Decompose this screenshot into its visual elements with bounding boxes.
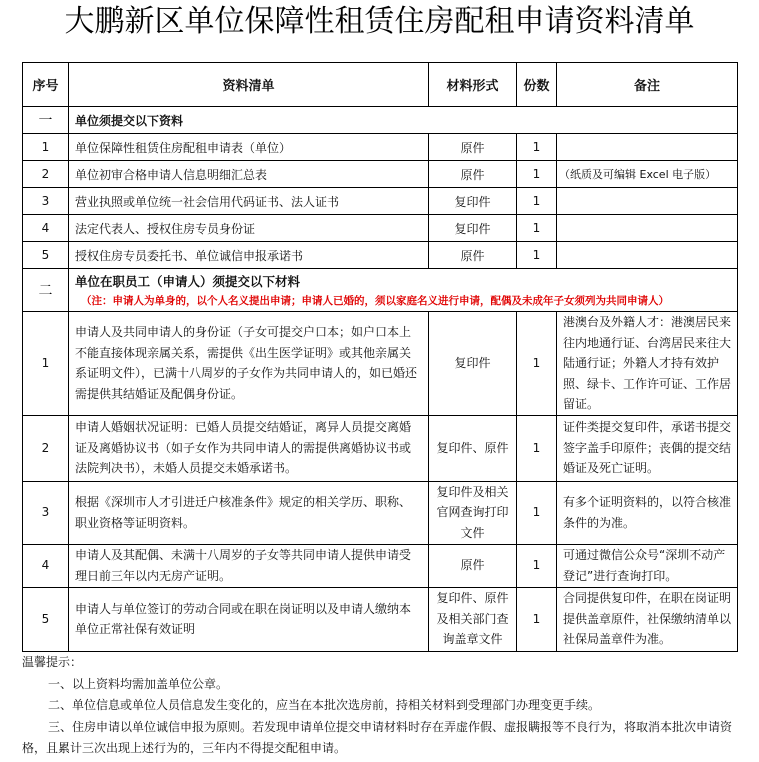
table-row bbox=[23, 312, 738, 416]
row-number: 5 bbox=[23, 587, 69, 651]
row-form: 复印件 bbox=[429, 188, 517, 215]
row-note bbox=[557, 215, 738, 242]
row-item: 申请人婚姻状况证明：已婚人员提交结婚证，离异人员提交离婚证及离婚协议书（如子女作为共同申请人的需提供离婚协议书或法院判决书），未婚人员提交未婚承诺书。 bbox=[69, 415, 429, 481]
row-count: 1 bbox=[517, 215, 557, 242]
row-note: 有多个证明资料的，以符合核准条件的为准。 bbox=[557, 481, 738, 544]
row-note: （纸质及可编辑 Excel 电子版） bbox=[557, 161, 738, 188]
row-item: 申请人及共同申请人的身份证（子女可提交户口本；如户口本上不能直接体现亲属关系，需提供《出生医学证明》或其他亲属关系证明文件），已满十八周岁的子女作为共同申请人的，如已婚还需提供其结婚证及配偶身份证。 bbox=[69, 312, 429, 416]
row-count: 1 bbox=[517, 188, 557, 215]
header-item: 资料清单 bbox=[69, 63, 429, 107]
section-2-remark: （注：申请人为单身的，以个人名义提出申请；申请人已婚的，须以家庭名义进行申请，配偶及未成年子女须列为共同申请人） bbox=[81, 295, 669, 307]
row-item: 授权住房专员委托书、单位诚信申报承诺书 bbox=[69, 242, 429, 269]
table-row bbox=[23, 188, 738, 215]
row-number: 2 bbox=[23, 415, 69, 481]
table-row bbox=[23, 415, 738, 481]
table-header-row bbox=[23, 63, 738, 107]
table-row bbox=[23, 587, 738, 651]
row-count: 1 bbox=[517, 161, 557, 188]
row-number: 3 bbox=[23, 188, 69, 215]
table-row bbox=[23, 161, 738, 188]
table-row bbox=[23, 242, 738, 269]
header-note: 备注 bbox=[557, 63, 738, 107]
row-note: 证件类提交复印件，承诺书提交签字盖手印原件；丧偶的提交结婚证及死亡证明。 bbox=[557, 415, 738, 481]
row-note bbox=[557, 188, 738, 215]
row-form: 复印件 bbox=[429, 312, 517, 416]
row-count: 1 bbox=[517, 481, 557, 544]
row-form: 原件 bbox=[429, 161, 517, 188]
section-2-row bbox=[23, 269, 738, 312]
section-2-label: 单位在职员工（申请人）须提交以下材料 bbox=[75, 274, 301, 289]
row-number: 3 bbox=[23, 481, 69, 544]
row-note bbox=[557, 134, 738, 161]
table-row bbox=[23, 544, 738, 587]
section-1-label: 单位须提交以下资料 bbox=[69, 107, 738, 134]
row-item: 根据《深圳市人才引进迁户核准条件》规定的相关学历、职称、职业资格等证明资料。 bbox=[69, 481, 429, 544]
section-2-cell bbox=[69, 269, 738, 312]
row-form: 复印件、原件及相关部门查询盖章文件 bbox=[429, 587, 517, 651]
row-item: 单位保障性租赁住房配租申请表（单位） bbox=[69, 134, 429, 161]
row-note bbox=[557, 242, 738, 269]
materials-table bbox=[22, 62, 738, 652]
tip-item: 二、单位信息或单位人员信息发生变化的，应当在本批次选房前，持相关材料到受理部门办理变更手续。 bbox=[48, 698, 601, 712]
table-row bbox=[23, 481, 738, 544]
row-item: 营业执照或单位统一社会信用代码证书、法人证书 bbox=[69, 188, 429, 215]
row-count: 1 bbox=[517, 312, 557, 416]
row-number: 4 bbox=[23, 544, 69, 587]
row-note: 港澳台及外籍人才：港澳居民来往内地通行证、台湾居民来往大陆通行证；外籍人才持有效护照、绿卡、工作许可证、工作居留证。 bbox=[557, 312, 738, 416]
row-number: 1 bbox=[23, 312, 69, 416]
row-item: 单位初审合格申请人信息明细汇总表 bbox=[69, 161, 429, 188]
row-item: 申请人及其配偶、未满十八周岁的子女等共同申请人提供申请受理日前三年以内无房产证明。 bbox=[69, 544, 429, 587]
tips-heading: 温馨提示： bbox=[22, 655, 83, 669]
row-count: 1 bbox=[517, 415, 557, 481]
row-note: 可通过微信公众号“深圳不动产登记”进行查询打印。 bbox=[557, 544, 738, 587]
row-number: 4 bbox=[23, 215, 69, 242]
page-title: 大鹏新区单位保障性租赁住房配租申请资料清单 bbox=[64, 4, 695, 39]
row-form: 原件 bbox=[429, 544, 517, 587]
table-row bbox=[23, 215, 738, 242]
table-row bbox=[23, 134, 738, 161]
section-2-number: 二 bbox=[23, 269, 69, 312]
row-form: 复印件及相关官网查询打印文件 bbox=[429, 481, 517, 544]
row-number: 1 bbox=[23, 134, 69, 161]
row-count: 1 bbox=[517, 134, 557, 161]
row-number: 2 bbox=[23, 161, 69, 188]
row-count: 1 bbox=[517, 242, 557, 269]
section-1-row bbox=[23, 107, 738, 134]
row-item: 法定代表人、授权住房专员身份证 bbox=[69, 215, 429, 242]
row-form: 复印件、原件 bbox=[429, 415, 517, 481]
row-note: 合同提供复印件，在职在岗证明提供盖章原件，社保缴纳清单以社保局盖章件为准。 bbox=[557, 587, 738, 651]
row-form: 复印件 bbox=[429, 215, 517, 242]
header-form: 材料形式 bbox=[429, 63, 517, 107]
row-count: 1 bbox=[517, 544, 557, 587]
section-1-number: 一 bbox=[23, 107, 69, 134]
row-count: 1 bbox=[517, 587, 557, 651]
header-count: 份数 bbox=[517, 63, 557, 107]
tips-section bbox=[22, 652, 737, 760]
header-no: 序号 bbox=[23, 63, 69, 107]
row-number: 5 bbox=[23, 242, 69, 269]
row-item: 申请人与单位签订的劳动合同或在职在岗证明以及申请人缴纳本单位正常社保有效证明 bbox=[69, 587, 429, 651]
tip-item: 三、住房申请以单位诚信申报为原则。若发现申请单位提交申请材料时存在弄虚作假、虚报瞒报等不良行为，将取消本批次申请资格，且累计三次出现上述行为的，三年内不得提交配租申请。 bbox=[22, 719, 733, 755]
row-form: 原件 bbox=[429, 134, 517, 161]
row-form: 原件 bbox=[429, 242, 517, 269]
tip-item: 一、以上资料均需加盖单位公章。 bbox=[48, 676, 229, 691]
